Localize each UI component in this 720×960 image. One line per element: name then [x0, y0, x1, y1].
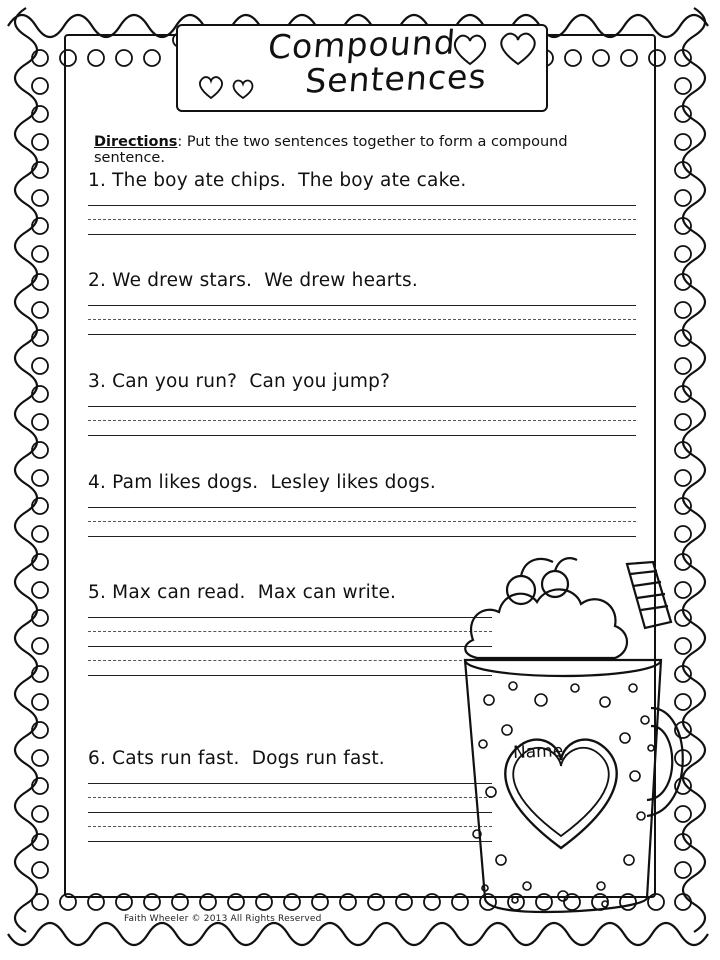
answer-lines-1[interactable] [88, 205, 636, 235]
answer-lines-3[interactable] [88, 406, 636, 436]
writing-line-dashed [88, 319, 636, 320]
writing-line-dashed [88, 219, 636, 220]
question-2-text [88, 270, 636, 291]
question-1-body: The boy ate chips. The boy ate cake. [112, 170, 467, 191]
question-1-text [88, 170, 636, 191]
title-line-1: Compound [266, 22, 458, 67]
writing-line-solid [88, 812, 492, 813]
question-4-body: Pam likes dogs. Lesley likes dogs. [112, 472, 436, 493]
directions [94, 134, 634, 166]
question-6-text [88, 748, 492, 769]
writing-line-solid [88, 234, 636, 235]
writing-line-solid [88, 305, 636, 306]
writing-line-dashed [88, 660, 492, 661]
question-3-body: Can you run? Can you jump? [112, 371, 391, 392]
title-line-2: Sentences [303, 56, 489, 101]
writing-line-solid [88, 646, 492, 647]
question-4 [88, 472, 636, 537]
writing-line-dashed [88, 521, 636, 522]
writing-line-solid [88, 783, 492, 784]
writing-line-solid [88, 675, 492, 676]
heart-icon [196, 74, 226, 100]
question-1-number: 1. [88, 170, 107, 191]
question-3 [88, 371, 636, 436]
milkshake-icon [455, 548, 690, 920]
question-3-text [88, 371, 636, 392]
question-5 [88, 582, 492, 676]
question-6 [88, 748, 492, 842]
answer-lines-6[interactable] [88, 783, 492, 842]
question-4-number: 4. [88, 472, 107, 493]
question-5-text [88, 582, 492, 603]
question-4-text [88, 472, 636, 493]
writing-line-solid [88, 507, 636, 508]
question-2 [88, 270, 636, 335]
heart-icon [496, 30, 540, 66]
heart-icon [230, 78, 256, 100]
writing-line-dashed [88, 631, 492, 632]
writing-line-dashed [88, 826, 492, 827]
question-1 [88, 170, 636, 235]
worksheet-title-box [176, 24, 548, 112]
writing-line-solid [88, 435, 636, 436]
writing-line-solid [88, 334, 636, 335]
copyright-footer: Faith Wheeler © 2013 All Rights Reserved [124, 914, 322, 924]
writing-line-solid [88, 205, 636, 206]
writing-line-dashed [88, 797, 492, 798]
writing-line-solid [88, 406, 636, 407]
writing-line-solid [88, 536, 636, 537]
heart-icon [450, 32, 490, 66]
directions-label: Directions [94, 134, 178, 150]
question-5-body: Max can read. Max can write. [112, 582, 397, 603]
answer-lines-5[interactable] [88, 617, 492, 676]
name-field-label[interactable]: Name: [512, 741, 570, 763]
question-2-number: 2. [88, 270, 107, 291]
writing-line-solid [88, 841, 492, 842]
answer-lines-4[interactable] [88, 507, 636, 537]
answer-lines-2[interactable] [88, 305, 636, 335]
writing-line-dashed [88, 420, 636, 421]
question-2-body: We drew stars. We drew hearts. [112, 270, 418, 291]
question-6-number: 6. [88, 748, 107, 769]
directions-text: : Put the two sentences together to form a compound sentence. [94, 134, 568, 166]
question-3-number: 3. [88, 371, 107, 392]
question-6-body: Cats run fast. Dogs run fast. [112, 748, 385, 769]
question-5-number: 5. [88, 582, 107, 603]
writing-line-solid [88, 617, 492, 618]
